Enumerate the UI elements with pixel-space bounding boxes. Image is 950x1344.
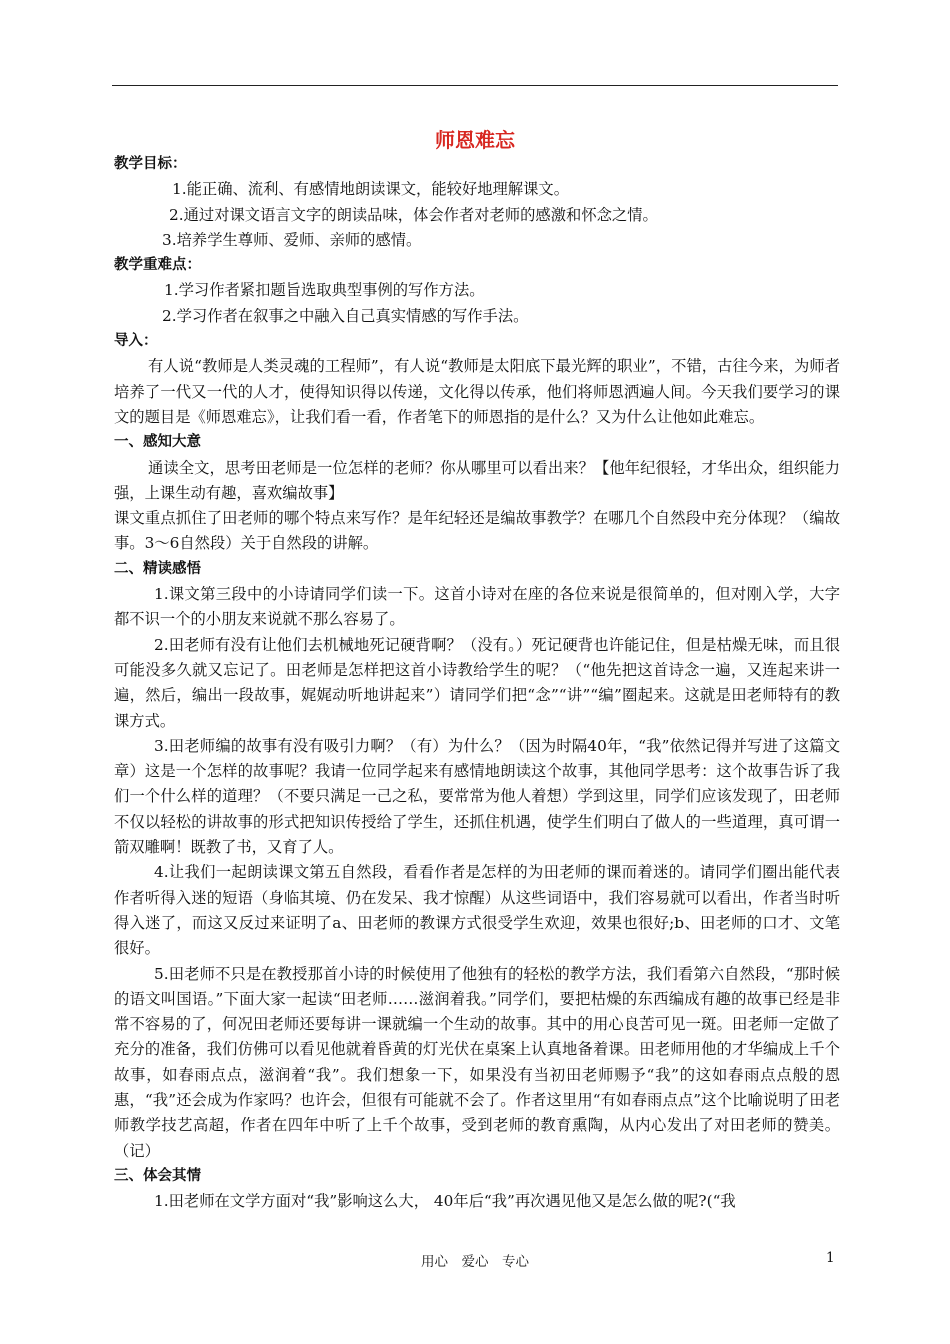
section1-paragraph: 课文重点抓住了田老师的哪个特点来写作？是年纪轻还是编故事教学？在哪几个自然段中充分体现？（编故事。3～6自然段）关于自然段的讲解。 (114, 509, 840, 553)
footer-motto: 用心 爱心 专心 (421, 1254, 529, 1270)
document-title: 师恩难忘 (435, 128, 515, 152)
objective-item: 3.培养学生尊师、爱师、亲师的感情。 (162, 230, 422, 249)
document-body (114, 152, 840, 1214)
key-point-item: 2.学习作者在叙事之中融入自己真实情感的写作手法。 (162, 306, 529, 325)
header-rule (112, 85, 838, 86)
intro-paragraph: 有人说“教师是人类灵魂的工程师”，有人说“教师是太阳底下最光辉的职业”，不错，古往今来，为师者培养了一代又一代的人才，使得知识得以传递，文化得以传承，他们将师恩洒遍人间。今天我们要学习的课文的题目是《师恩难忘》，让我们看一看，作者笔下的师恩指的是什么？又为什么让他如此难忘。 (114, 357, 840, 426)
key-point-item: 1.学习作者紧扣题旨选取典型事例的写作方法。 (164, 281, 485, 300)
page-number: 1 (826, 1250, 835, 1266)
section2-heading: 二、精读感悟 (114, 560, 201, 577)
objectives-heading: 教学目标： (114, 156, 187, 172)
objective-item: 2.通过对课文语言文字的朗读品味，体会作者对老师的感激和怀念之情。 (169, 205, 658, 224)
section2-paragraph: 4.让我们一起朗读课文第五自然段，看看作者是怎样的为田老师的课而着迷的。请同学们圈出能代表作者听得入迷的短语（身临其境、仍在发呆、我才惊醒）从这些词语中，我们容易就可以看出，作者当时听得入迷了，而这又反过来证明了a、田老师的教课方式很受学生欢迎，效果也很好;b、田老师的口才、文笔很好。 (114, 863, 840, 958)
section3-heading: 三、体会其情 (114, 1167, 201, 1184)
section2-paragraph: 2.田老师有没有让他们去机械地死记硬背啊？（没有。）死记硬背也许能记住，但是枯燥无味，而且很可能没多久就又忘记了。田老师是怎样把这首小诗教给学生的呢？（“他先把这首诗念一遍，又连起来讲一遍，然后，编出一段故事，娓娓动听地讲起来”）请同学们把“念”“讲”“编”圈起来。这就是田老师特有的教课方式。 (114, 635, 840, 730)
section1-heading: 一、感知大意 (114, 434, 201, 451)
intro-heading: 导入： (114, 333, 158, 350)
objective-item: 1.能正确、流利、有感情地朗读课文，能较好地理解课文。 (172, 180, 570, 199)
section3-paragraph: 1.田老师在文学方面对“我”影响这么大， 40年后“我”再次遇见他又是怎么做的呢?(“我 (154, 1192, 736, 1211)
key-points-heading: 教学重难点： (114, 257, 201, 274)
section2-paragraph: 1.课文第三段中的小诗请同学们读一下。这首小诗对在座的各位来说是很简单的，但对刚入学，大字都不识一个的小朋友来说就不那么容易了。 (114, 585, 840, 629)
section2-paragraph: 3.田老师编的故事有没有吸引力啊？（有）为什么？（因为时隔40年，“我”依然记得并写进了这篇文章）这是一个怎样的故事呢？我请一位同学起来有感情地朗读这个故事，其他同学思考：这个故事告诉了我们一个什么样的道理？（不要只满足一己之私，要常常为他人着想）学到这里，同学们应该发现了，田老师不仅以轻松的讲故事的形式把知识传授给了学生，还抓住机遇，使学生们明白了做人的一些道理，真可谓一箭双雕啊！既教了书，又育了人。 (114, 736, 840, 857)
section1-paragraph: 通读全文，思考田老师是一位怎样的老师？你从哪里可以看出来？【他年纪很轻，才华出众，组织能力强，上课生动有趣，喜欢编故事】 (114, 458, 840, 502)
section2-paragraph: 5.田老师不只是在教授那首小诗的时候使用了他独有的轻松的教学方法，我们看第六自然段，“那时候的语文叫国语。”下面大家一起读“田老师……滋润着我。”同学们，要把枯燥的东西编成有趣的故事已经是非常不容易的了，何况田老师还要每讲一课就编一个生动的故事。其中的用心良苦可见一斑。田老师一定做了充分的准备，我们仿佛可以看见他就着昏黄的灯光伏在桌案上认真地备着课。田老师用他的才华编成上千个故事，如春雨点点，滋润着“我”。我们想象一下，如果没有当初田老师赐予“我”的这如春雨点点般的恩惠，“我”还会成为作家吗？也许会，但很有可能就不会了。作者这里用“有如春雨点点”这个比喻说明了田老师教学技艺高超，作者在四年中听了上千个故事，受到老师的教育熏陶，从内心发出了对田老师的赞美。（记） (114, 964, 840, 1160)
